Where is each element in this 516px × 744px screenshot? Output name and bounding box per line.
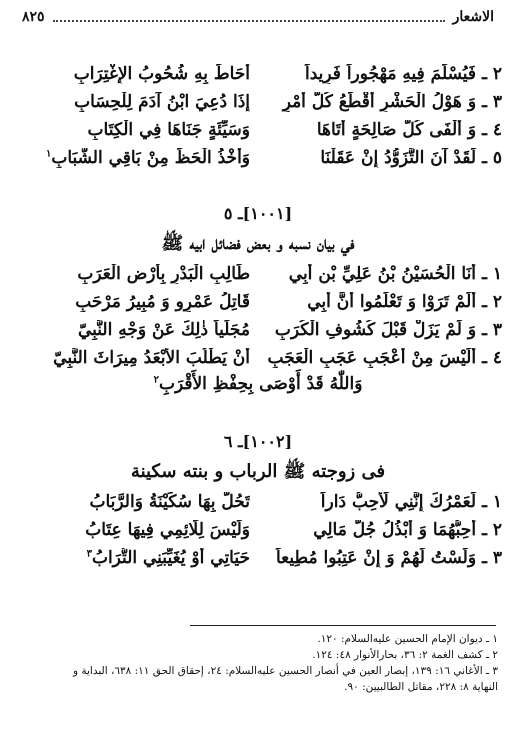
verse-first-hemistich: ٢ ـ أُحِبُّهُمَا وَ أَبْذُلُ جُلَّ مَالِي — [313, 520, 502, 540]
verse-second-hemistich: قَاتِلُ عَمْرٍو وَ مُبِيرُ مَرْحَبِ — [75, 292, 250, 312]
verse-second-hemistich: طَالِبِ الْبَدْرِ بِأَرْضِ الْعَرَبِ — [77, 264, 250, 284]
section-number: [١٠٠٢]ـ ٦ — [223, 432, 293, 451]
section3-verse — [14, 544, 502, 572]
verse-first-hemistich: ٣ ـ وَلَسْتُ لَهُمْ وَ إِنْ عَتِبُوا مُطِيعاً — [275, 548, 502, 568]
section-title: في بيان نسبه و بعض فضائل ابيه ﷺ — [161, 233, 355, 254]
footnote-separator — [190, 625, 496, 626]
footnote-ref: ١ — [45, 148, 52, 160]
verse-second-hemistich — [14, 148, 250, 168]
header-dotted-leader — [53, 12, 445, 22]
footnote: ١ ـ ديوان الإمام الحسين عليه‌السلام: ١٢٠. — [317, 633, 498, 645]
single-verse-line — [0, 374, 516, 394]
verse-first-hemistich: ٤ ـ وَ أَلْفَى كُلَّ صَالِحَةٍ أَتَاهَا — [316, 120, 502, 140]
footnote-ref: ٢ — [153, 374, 159, 386]
section2-verse — [14, 288, 502, 316]
section-title: فى زوجته ﷺ الرباب و بنته سكينة — [130, 461, 386, 482]
verse-first-hemistich: ٤ ـ أَلَيْسَ مِنْ أَعْجَبِ عَجَبِ الْعَجَبِ — [267, 348, 502, 368]
verse-second-hemistich: وَلَيْسَ لِلَائِمِي فِيهَا عِتَابُ — [85, 520, 250, 540]
verse-first-hemistich: ٣ ـ وَ هَوْلُ الْحَشْرِ أَقْطَعُ كُلَّ أَمْرٍ — [282, 92, 502, 112]
poem1-verse — [14, 116, 502, 144]
section2-verse — [14, 344, 502, 372]
verse-first-hemistich: ٥ ـ لَقَدْ آنَ التَّزَوُّدُ إِنْ عَقَلْنَا — [320, 148, 502, 168]
footnote-ref: ٣ — [86, 548, 92, 560]
section2-verse — [14, 260, 502, 288]
footnote: ٢ ـ كشف الغمة ٢: ٣٦، بحارالأنوار ٤٨: ١٢٤. — [312, 649, 498, 661]
verse-first-hemistich: ١ ـ لَعَمْرُكَ إِنَّنِي لَأُحِبُّ دَاراً — [320, 492, 502, 512]
verse-first-hemistich: ٣ ـ وَ لَمْ يَزَلْ قَبْلَ كُشُوفِ الْكُرَبِ — [274, 320, 502, 340]
page-header — [22, 6, 494, 28]
verse-second-hemistich: أَنْ يَطْلُبَ الأَبْعَدُ مِيرَاثَ النَّبِيّ — [53, 348, 250, 368]
verse-text: وَاللّٰهُ قَدْ أَوْصَى بِحِفْظِ الأَقْرَبِ — [158, 374, 363, 394]
verse-second-hemistich: إِذَا دُعِيَ ابْنُ آدَمَ لِلْحِسَابِ — [74, 92, 250, 112]
verse-second-hemistich: أَحَاطَ بِهِ شُحُوبُ الإِغْتِرَابِ — [73, 64, 250, 84]
poem1-verse — [14, 144, 502, 172]
footnote: النهاية ٨: ٢٢٨، مقاتل الطالبيين: ٩٠. — [344, 681, 498, 693]
verse-text: وَأَخْذُ الْحَظِّ مِنْ بَاقِي الشَّبَابِ — [51, 148, 250, 168]
verse-first-hemistich: ٢ ـ أَلَمْ تَرَوْا وَ تَعْلَمُوا أَنَّ أَبِي — [307, 292, 502, 312]
running-title: الاشعار — [452, 9, 494, 25]
poem1-verse — [14, 88, 502, 116]
section-number: [١٠٠١]ـ ٥ — [223, 204, 293, 223]
verse-first-hemistich: ١ ـ أَنَا الْحُسَيْنُ بْنُ عَلِيِّ بْنِ أَبِي — [288, 264, 502, 284]
verse-second-hemistich: وَسَيِّئَةٍ جَنَاهَا فِي الْكِتَابِ — [87, 120, 250, 140]
verse-second-hemistich: مُجَلِّياً ذٰلِكَ عَنْ وَجْهِ النَّبِيّ — [77, 320, 250, 340]
section2-verse — [14, 316, 502, 344]
poem1-verse — [14, 60, 502, 88]
verse-text: حَيَاتِي أَوْ يُغَيِّبَنِي التُّرَابُ — [91, 548, 250, 568]
section3-verse — [14, 516, 502, 544]
footnote: ٣ ـ الأغاني ١٦: ١٣٩، إبصار العين في أنصار الحسين عليه‌السلام: ٢٤، إحقاق الحق ١١: ٦٣٨، البداية و — [72, 665, 498, 677]
section3-verse — [14, 488, 502, 516]
page-number: ٨٢٥ — [22, 9, 45, 25]
verse-first-hemistich: ٢ ـ فَيُسْلَمَ فِيهِ مَهْجُوراً فَرِيداً — [305, 64, 502, 84]
verse-second-hemistich — [14, 548, 250, 568]
verse-second-hemistich: تَحُلُّ بِهَا سُكَيْنَةُ وَالرَّبَابُ — [89, 492, 250, 512]
